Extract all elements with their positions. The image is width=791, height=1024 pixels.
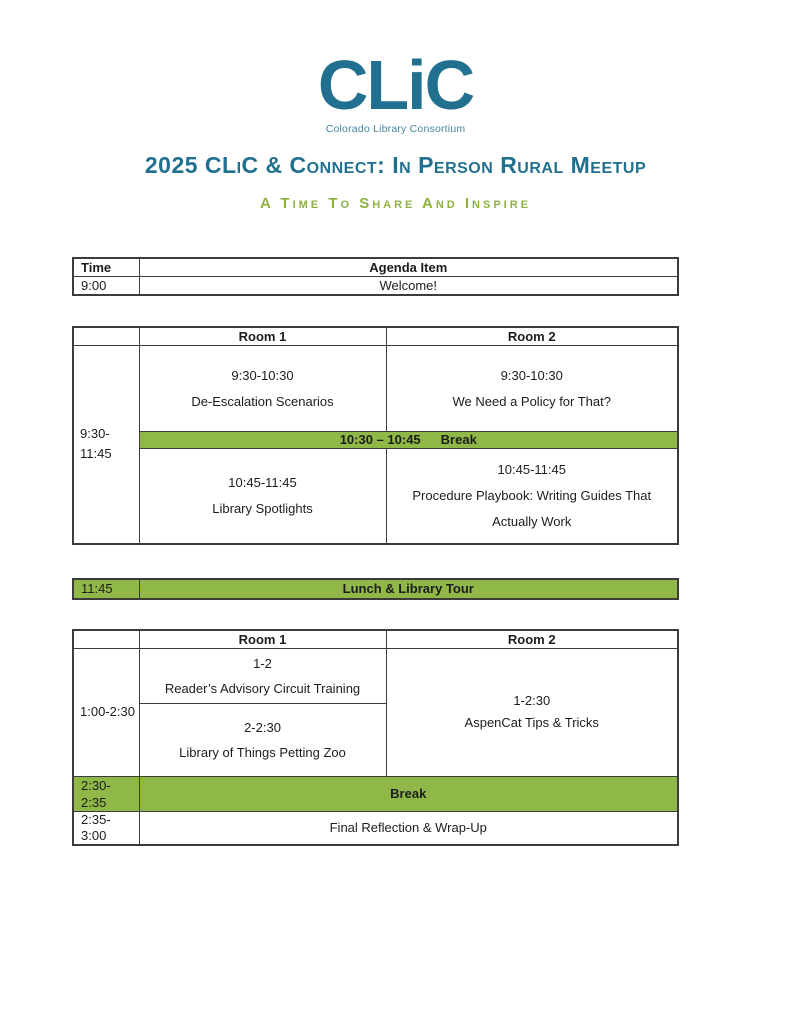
session-time: 1-2: [253, 655, 272, 671]
agenda-item-column-header: Agenda Item: [139, 258, 678, 277]
break-label: Break: [440, 432, 477, 447]
morning-break-cell: [139, 432, 678, 449]
morning-room2-second-session: [386, 449, 678, 544]
session-time: 2-2:30: [244, 719, 281, 735]
session-title: De-Escalation Scenarios: [191, 393, 334, 409]
afternoon-time-range: 1:00-2:30: [73, 648, 139, 776]
lunch-row: [73, 579, 678, 599]
session-title: Reader’s Advisory Circuit Training: [164, 680, 361, 696]
clic-logo-tagline: Colorado Library Consortium: [325, 123, 466, 135]
morning-time-range: 9:30-11:45: [73, 346, 139, 544]
session-title: We Need a Policy for That?: [452, 393, 611, 409]
afternoon-room1-first-session: [139, 648, 386, 703]
session-title: Library of Things Petting Zoo: [179, 744, 346, 760]
welcome-time: 9:00: [73, 277, 139, 296]
afternoon-room2-session: [386, 648, 678, 776]
afternoon-break-time: 2:30-2:35: [73, 776, 139, 811]
table-row: [73, 277, 678, 296]
morning-room1-first-session: [139, 346, 386, 432]
lunch-table: [72, 578, 679, 600]
lunch-time: 11:45: [73, 579, 139, 599]
room2-header: Room 2: [386, 630, 678, 649]
time-column-header: Time: [73, 258, 139, 277]
session-time: 10:45-11:45: [497, 461, 566, 477]
document-header: [0, 0, 791, 257]
morning-break-row: [73, 432, 678, 449]
wrapup-time: 2:35-3:00: [73, 811, 139, 845]
clic-logo: [0, 46, 791, 136]
afternoon-break-label: Break: [139, 776, 678, 811]
room1-header: Room 1: [139, 327, 386, 346]
session-time: 10:45-11:45: [228, 474, 297, 490]
morning-first-session-row: [73, 346, 678, 432]
session-time: 9:30-10:30: [500, 367, 563, 383]
session-title: AspenCat Tips & Tricks: [464, 715, 599, 730]
empty-corner-cell: [73, 327, 139, 346]
empty-corner-cell: [73, 630, 139, 649]
welcome-table: [72, 257, 679, 296]
wrapup-row: [73, 811, 678, 845]
morning-sessions-table: [72, 326, 679, 545]
agenda-content: [72, 257, 677, 846]
break-time-range: 10:30 – 10:45: [339, 432, 421, 447]
room1-header: Room 1: [139, 630, 386, 649]
afternoon-header-row: [73, 630, 678, 649]
session-title: Procedure Playbook: Writing Guides That Actually Work: [412, 487, 652, 529]
welcome-item: Welcome!: [139, 277, 678, 296]
afternoon-first-session-row: [73, 648, 678, 703]
afternoon-break-row: [73, 776, 678, 811]
morning-header-row: [73, 327, 678, 346]
page-subtitle: A Time To Share And Inspire: [259, 195, 531, 212]
morning-room1-second-session: [139, 449, 386, 544]
wrapup-label: Final Reflection & Wrap-Up: [139, 811, 678, 845]
welcome-header-row: [73, 258, 678, 277]
session-title: Library Spotlights: [212, 500, 313, 516]
morning-room2-first-session: [386, 346, 678, 432]
lunch-label: Lunch & Library Tour: [139, 579, 678, 599]
morning-second-session-row: [73, 449, 678, 544]
session-time: 9:30-10:30: [231, 367, 294, 383]
session-time: 1-2:30: [513, 693, 551, 708]
page-title: 2025 CLiC & Connect: In Person Rural Meetup: [144, 152, 647, 178]
room2-header: Room 2: [386, 327, 678, 346]
afternoon-room1-second-session: [139, 703, 386, 776]
afternoon-sessions-table: [72, 629, 679, 846]
clic-logo-wordmark: CLiC: [317, 46, 474, 124]
